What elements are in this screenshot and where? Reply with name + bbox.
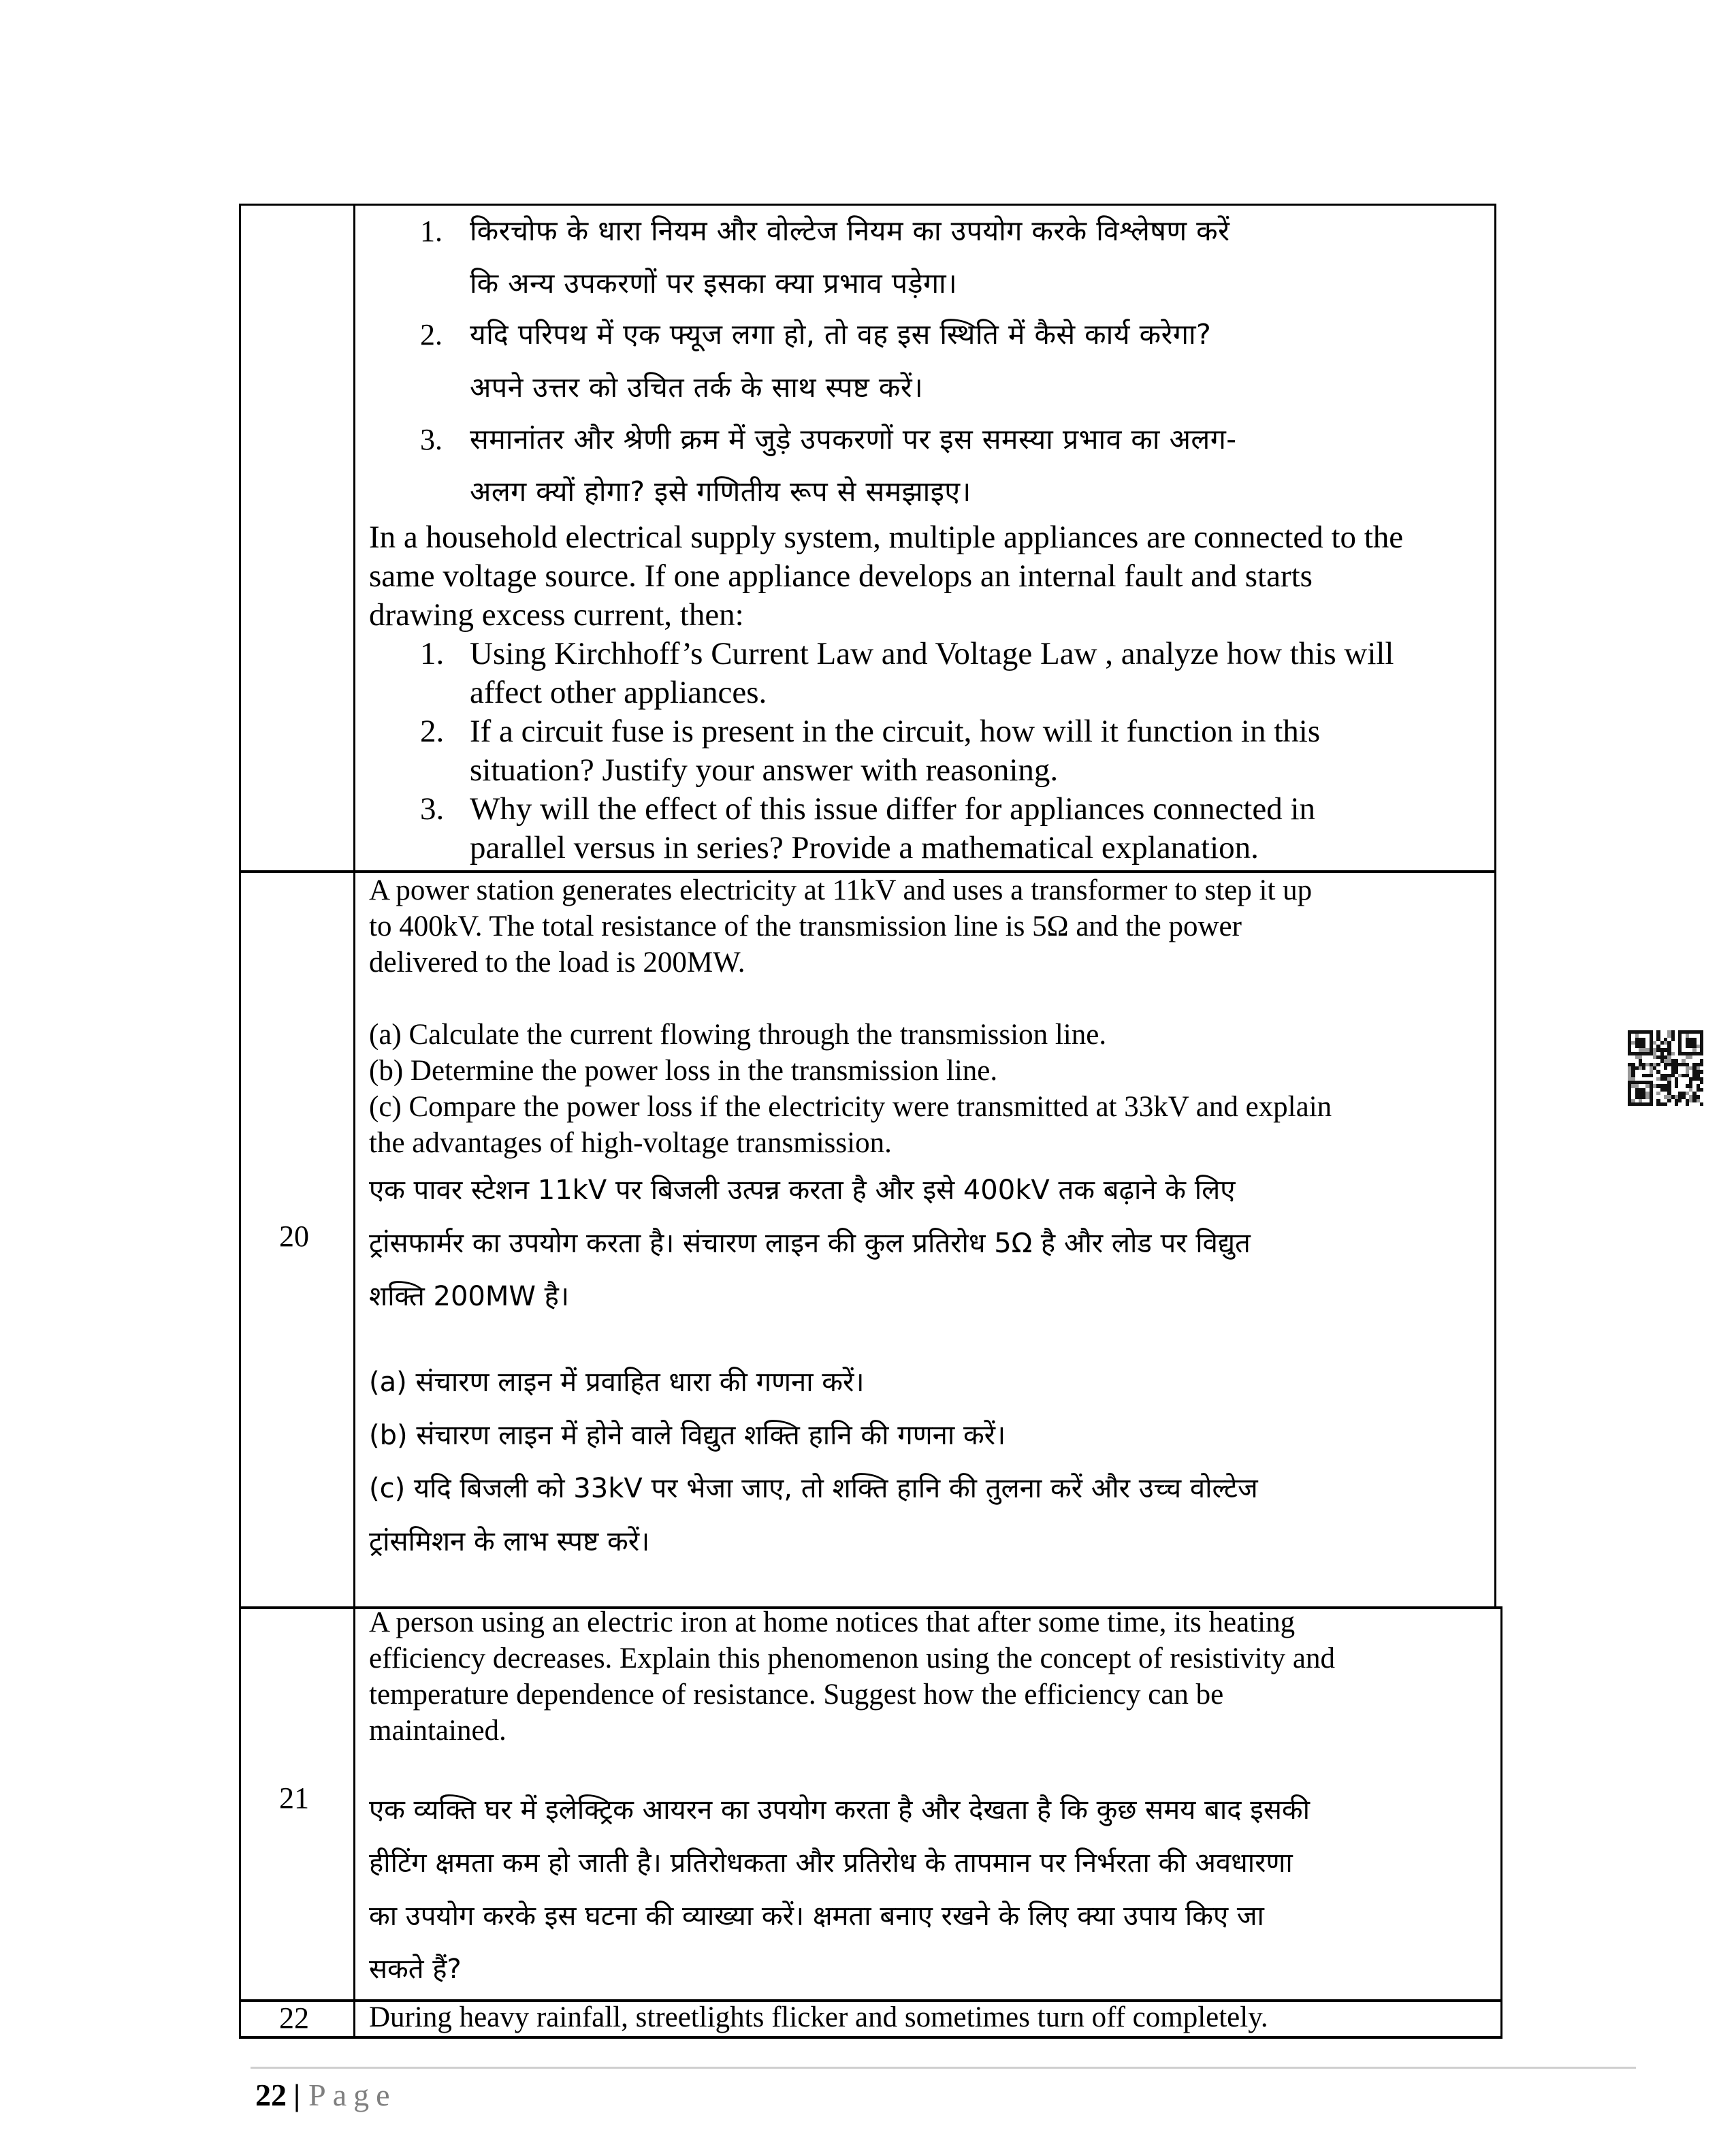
q21-hindi-line: एक व्यक्ति घर में इलेक्ट्रिक आयरन का उपयोग करता है और देखता है कि कुछ समय बाद इसकी xyxy=(369,1794,1310,1826)
table-border-top xyxy=(239,204,1496,206)
question-number: 21 xyxy=(279,1781,309,1815)
table-border-bottom xyxy=(239,2036,1502,2039)
english-item-line: Why will the effect of this issue differ for appliances connected in xyxy=(470,791,1316,827)
question-number: 22 xyxy=(279,2001,309,2035)
hindi-item-line: समानांतर और श्रेणी क्रम में जुड़े उपकरणों पर इस समस्या प्रभाव का अलग- xyxy=(470,423,1237,456)
row-separator-q20 xyxy=(239,870,1496,873)
q21-english-line: A person using an electric iron at home notices that after some time, its heating xyxy=(369,1606,1296,1638)
q20-english-part: (c) Compare the power loss if the electricity were transmitted at 33kV and explain xyxy=(369,1091,1332,1123)
q21-hindi-line: हीटिंग क्षमता कम हो जाती है। प्रतिरोधकता और प्रतिरोध के तापमान पर निर्भरता की अवधारणा xyxy=(369,1847,1293,1879)
q20-english-line: to 400kV. The total resistance of the transmission line is 5Ω and the power xyxy=(369,910,1242,942)
table-border-right-upper xyxy=(1494,204,1496,1609)
q20-english-part: the advantages of high-voltage transmission. xyxy=(369,1127,892,1159)
q20-english-line: A power station generates electricity at 11kV and uses a transformer to step it up xyxy=(369,874,1313,906)
hindi-item-line: कि अन्य उपकरणों पर इसका क्या प्रभाव पड़ेगा। xyxy=(470,267,958,300)
english-item-line: Using Kirchhoff’s Current Law and Voltage Law , analyze how this will xyxy=(470,636,1394,671)
english-intro-line: In a household electrical supply system, multiple appliances are connected to the xyxy=(369,520,1404,555)
q20-hindi-part: (c) यदि बिजली को 33kV पर भेजा जाए, तो शक्ति हानि की तुलना करें और उच्च वोल्टेज xyxy=(369,1473,1258,1504)
qr-code-icon xyxy=(1628,1030,1703,1106)
english-item-number: 3. xyxy=(420,791,445,827)
table-border-right-lower xyxy=(1500,1607,1502,2039)
q20-english-part: (a) Calculate the current flowing through the transmission line. xyxy=(369,1019,1107,1051)
english-intro-line: drawing excess current, then: xyxy=(369,597,744,633)
hindi-item-number: 2. xyxy=(420,318,443,351)
hindi-item-line: यदि परिपथ में एक फ्यूज लगा हो, तो वह इस स्थिति में कैसे कार्य करेगा? xyxy=(470,318,1212,351)
q22-english-line: During heavy rainfall, streetlights flicker and sometimes turn off completely. xyxy=(369,2001,1268,2033)
english-item-line: parallel versus in series? Provide a mathematical explanation. xyxy=(470,830,1259,865)
question-number: 20 xyxy=(279,1220,309,1253)
page-footer xyxy=(255,2077,397,2113)
table-border-left xyxy=(239,204,241,2039)
page-separator: | xyxy=(293,2078,301,2112)
english-item-line: If a circuit fuse is present in the circuit, how will it function in this xyxy=(470,714,1321,749)
q20-hindi-line: एक पावर स्टेशन 11kV पर बिजली उत्पन्न करता है और इसे 400kV तक बढ़ाने के लिए xyxy=(369,1175,1236,1206)
english-intro-line: same voltage source. If one appliance develops an internal fault and starts xyxy=(369,558,1313,594)
hindi-item-line: अलग क्यों होगा? इसे गणितीय रूप से समझाइए। xyxy=(470,475,971,508)
q21-english-line: efficiency decreases. Explain this phenomenon using the concept of resistivity and xyxy=(369,1642,1335,1674)
q21-hindi-line: सकते हैं? xyxy=(369,1954,462,1985)
q21-hindi-line: का उपयोग करके इस घटना की व्याख्या करें। क्षमता बनाए रखने के लिए क्या उपाय किए जा xyxy=(369,1901,1264,1932)
q20-hindi-line: ट्रांसफार्मर का उपयोग करता है। संचारण लाइन की कुल प्रतिरोध 5Ω है और लोड पर विद्युत xyxy=(369,1228,1251,1259)
q20-english-line: delivered to the load is 200MW. xyxy=(369,947,745,979)
qr-module xyxy=(1700,1102,1703,1106)
q20-english-part: (b) Determine the power loss in the transmission line. xyxy=(369,1055,998,1087)
q20-hindi-part: (b) संचारण लाइन में होने वाले विद्युत शक्ति हानि की गणना करें। xyxy=(369,1420,1006,1451)
page-number: 22 xyxy=(255,2078,287,2112)
english-item-number: 1. xyxy=(420,636,445,671)
english-item-number: 2. xyxy=(420,714,445,749)
q20-hindi-part: ट्रांसमिशन के लाभ स्पष्ट करें। xyxy=(369,1526,650,1557)
q20-hindi-line: शक्ति 200MW है। xyxy=(369,1281,570,1312)
page-label: Page xyxy=(308,2078,397,2112)
english-item-line: affect other appliances. xyxy=(470,675,767,710)
footer-rule xyxy=(251,2067,1636,2069)
english-item-line: situation? Justify your answer with reasoning. xyxy=(470,752,1059,788)
hindi-item-line: किरचोफ के धारा नियम और वोल्टेज नियम का उपयोग करके विश्लेषण करें xyxy=(470,214,1230,247)
hindi-item-line: अपने उत्तर को उचित तर्क के साथ स्पष्ट करें। xyxy=(470,371,924,404)
q20-hindi-part: (a) संचारण लाइन में प्रवाहित धारा की गणना करें। xyxy=(369,1367,865,1398)
q21-english-line: temperature dependence of resistance. Suggest how the efficiency can be xyxy=(369,1679,1224,1711)
hindi-item-number: 1. xyxy=(420,214,443,248)
hindi-item-number: 3. xyxy=(420,423,443,456)
q21-english-line: maintained. xyxy=(369,1715,507,1747)
table-column-divider xyxy=(353,204,355,2039)
